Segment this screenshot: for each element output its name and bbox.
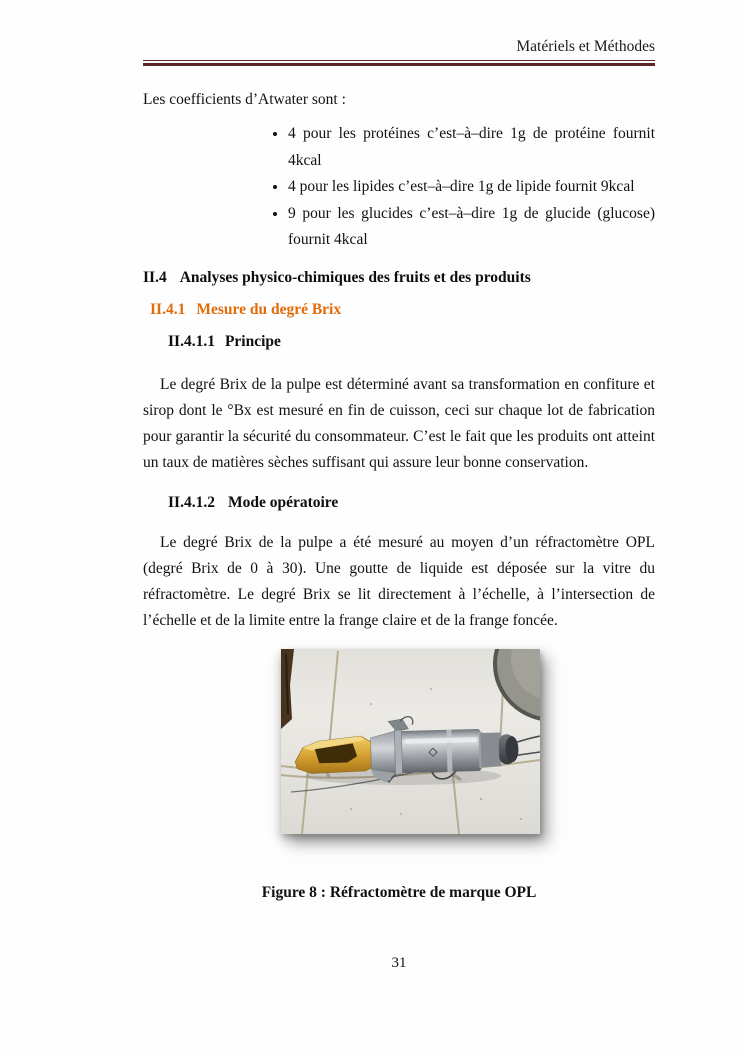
section-title: Mode opératoire xyxy=(227,493,339,511)
mode-operatoire-paragraph: Le degré Brix de la pulpe a été mesuré au moyen d’un réfractomètre OPL (degré Brix de 0 à 30). Une goutte de liquide est déposée sur la vitre du réfractomètre. Le degré Brix se lit directement à l’échelle, à l’intersection de l’échelle et de la limite entre la frange claire et de la frange foncée. xyxy=(143,533,655,629)
section-heading-II4 xyxy=(143,268,655,287)
section-number: II.4.1.1 xyxy=(168,332,215,350)
section-heading-II411 xyxy=(168,332,655,351)
refractometer-barrel xyxy=(394,728,481,772)
barrel-ring-left xyxy=(394,730,402,774)
figure-caption: Figure 8 : Réfractomètre de marque OPL xyxy=(261,883,537,901)
section-heading-II412 xyxy=(168,493,655,512)
list-item: • 4 pour les protéines c’est–à–dire 1g de protéine fournit 4kcal xyxy=(288,121,655,174)
section-title: Mesure du degré Brix xyxy=(196,300,342,318)
section-heading-II41 xyxy=(150,300,655,319)
section-title: Principe xyxy=(224,332,281,350)
atwater-coefficients-list xyxy=(143,121,655,254)
section-number: II.4.1.2 xyxy=(168,493,215,511)
refractometer-cone xyxy=(370,731,395,774)
refractometer-eyepiece xyxy=(481,732,502,767)
intro-paragraph: Les coefficients d’Atwater sont : xyxy=(143,91,346,108)
running-header: Matériels et Méthodes xyxy=(516,38,655,55)
list-item: • 9 pour les glucides c’est–à–dire 1g de glucide (glucose) fournit 4kcal xyxy=(288,201,655,254)
section-number: II.4.1 xyxy=(150,300,186,318)
principe-paragraph: Le degré Brix de la pulpe est déterminé avant sa transformation en confiture et sirop dont le °Bx est mesuré en fin de cuisson, ceci sur chaque lot de fabrication pour garantir la sécurité du consommateur. C’est le fait que les produits ont atteint un taux de matières sèches suffisant qui assure leur bonne conservation. xyxy=(143,375,655,471)
list-item: • 4 pour les lipides c’est–à–dire 1g de lipide fournit 9kcal xyxy=(288,174,655,201)
page-number: 31 xyxy=(391,955,407,971)
header-double-rule xyxy=(143,60,655,66)
section-number: II.4 xyxy=(143,268,167,286)
refractometer-photo xyxy=(281,649,540,834)
section-title: Analyses physico-chimiques des fruits et des produits xyxy=(179,268,531,286)
figure-photo-frame xyxy=(281,649,540,834)
